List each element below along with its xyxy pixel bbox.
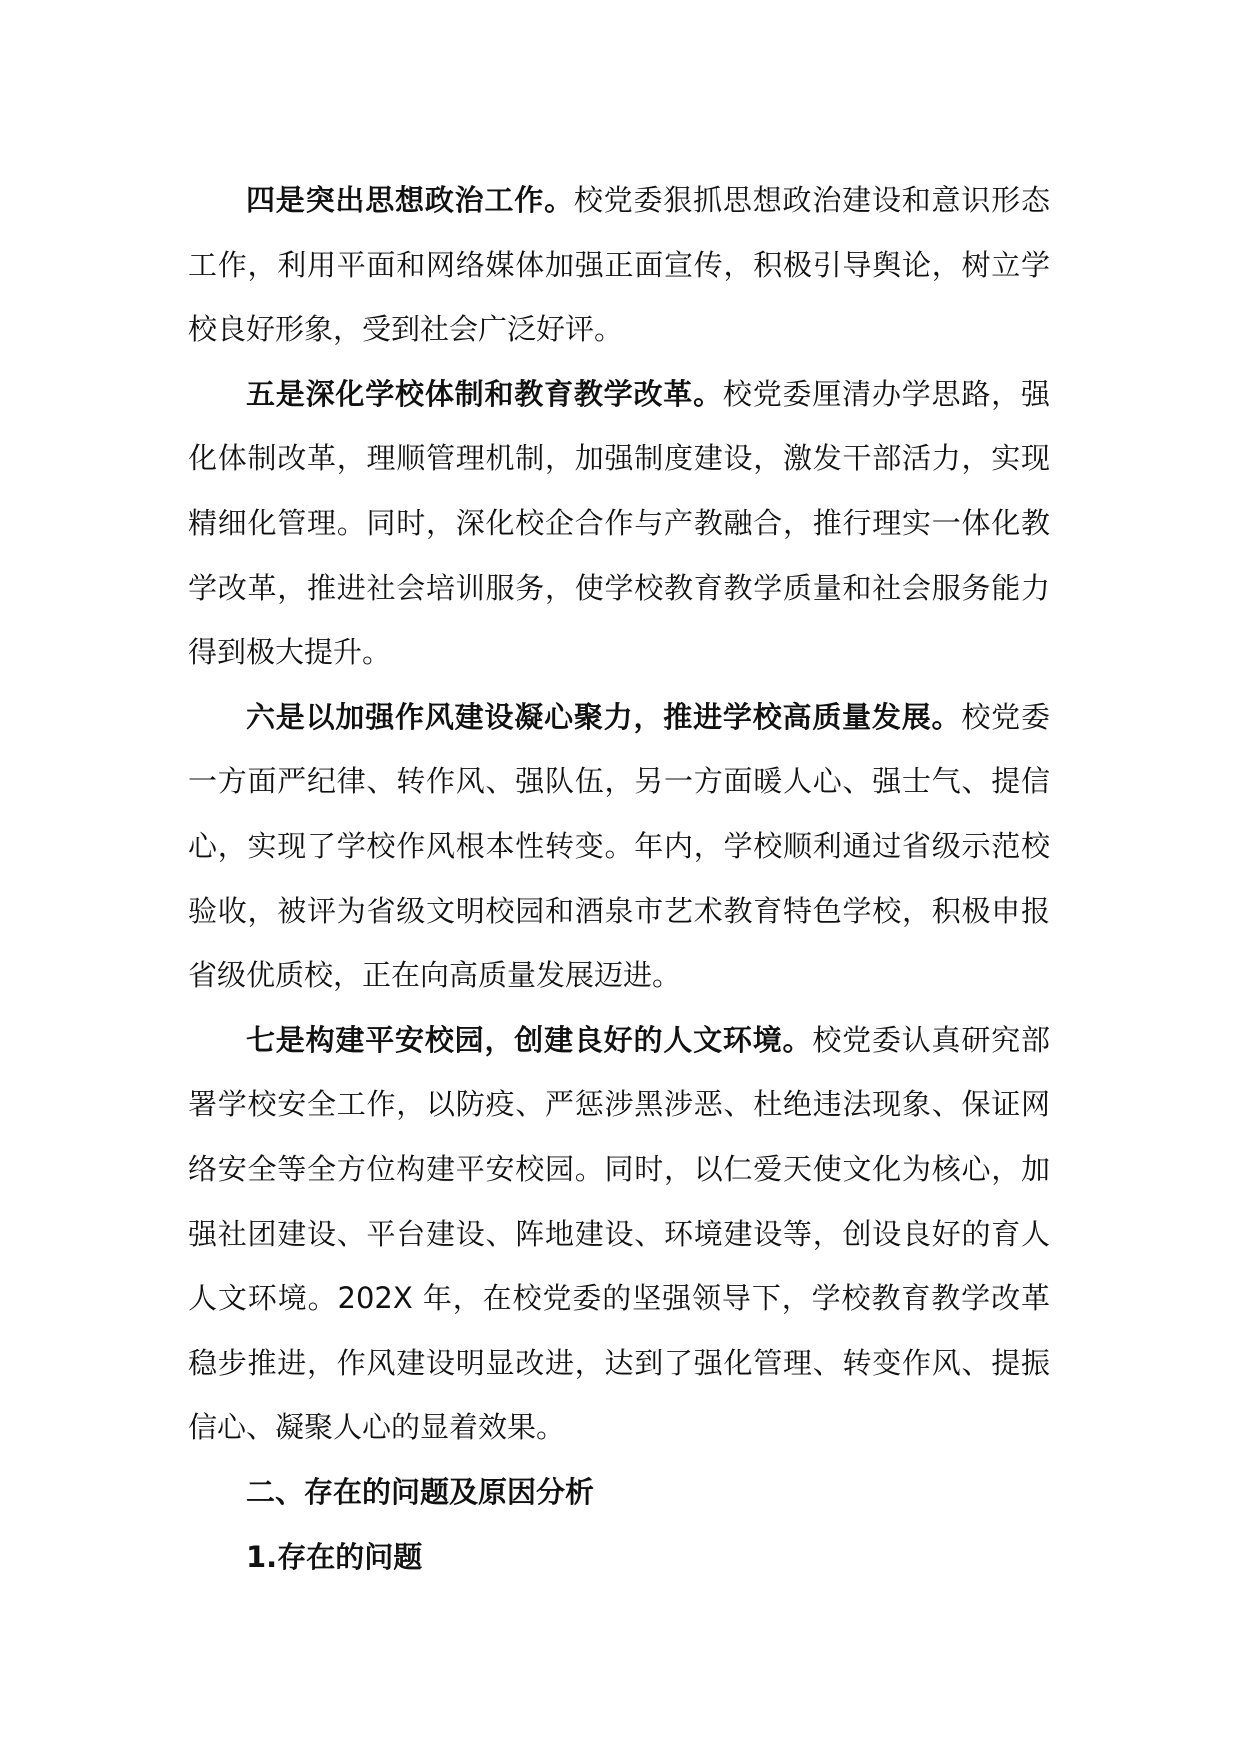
document-page	[188, 168, 1050, 1590]
paragraph-body: 校党委厘清办学思路，强化体制改革，理顺管理机制，加强制度建设，激发干部活力，实现精细化管理。同时，深化校企合作与产教融合，推行理实一体化教学改革，推进社会培训服务，使学校教育教学质量和社会服务能力得到极大提升。	[188, 376, 1050, 670]
paragraph-lead: 六是以加强作风建设凝心聚力，推进学校高质量发展。	[246, 699, 962, 734]
paragraph-lead: 四是突出思想政治工作。	[246, 183, 574, 217]
paragraph-work-style	[188, 685, 1050, 1008]
subsection-heading: 1.存在的问题	[246, 1539, 423, 1574]
paragraph-body: 校党委认真研究部署学校安全工作，以防疫、严惩涉黑涉恶、杜绝违法现象、保证网络安全等全方位构建平安校园。同时，以仁爱天使文化为核心，加强社团建设、平台建设、阵地建设、环境建设等，创设良好的育人人文环境。202X 年，在校党委的坚强领导下，学校教育教学改革稳步推进，作风建设明显改进，达到了强化管理、转变作风、提振信心、凝聚人心的显着效果。	[188, 1022, 1050, 1445]
section-heading: 二、存在的问题及原因分析	[246, 1474, 595, 1509]
paragraph-lead: 七是构建平安校园，创建良好的人文环境。	[246, 1022, 813, 1057]
paragraph-lead: 五是深化学校体制和教育教学改革。	[246, 376, 723, 411]
paragraph-thought-politics	[188, 168, 1050, 362]
paragraph-body: 校党委一方面严纪律、转作风、强队伍，另一方面暖人心、强士气、提信心，实现了学校作风根本性转变。年内，学校顺利通过省级示范校验收，被评为省级文明校园和酒泉市艺术教育特色学校，积极申报省级优质校，正在向高质量发展迈进。	[188, 699, 1050, 993]
paragraph-reform	[188, 362, 1050, 685]
paragraph-body: 校党委狠抓思想政治建设和意识形态工作，利用平面和网络媒体加强正面宣传，积极引导舆论，树立学校良好形象，受到社会广泛好评。	[188, 183, 1050, 347]
paragraph-safe-campus	[188, 1008, 1050, 1460]
